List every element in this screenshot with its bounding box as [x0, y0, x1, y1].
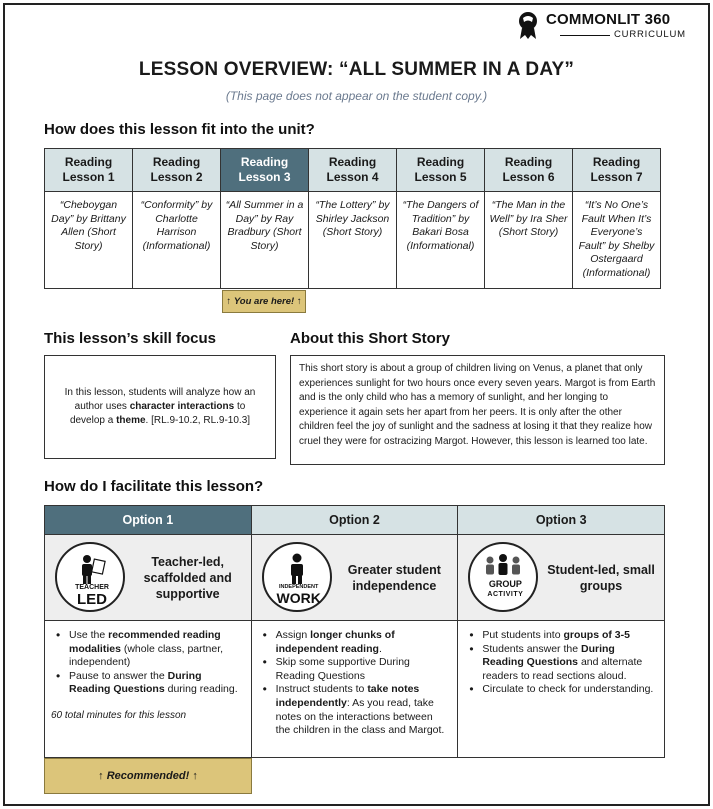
option-1-summary [45, 535, 251, 621]
arrow-up-icon: ↑ [189, 770, 198, 782]
recommended-label: Recommended! [106, 770, 190, 782]
options-table [44, 505, 665, 758]
lesson-text: “The Lottery” by Shirley Jackson (Short Story) [315, 199, 390, 238]
lesson-column [397, 149, 485, 288]
story-box [290, 355, 665, 465]
teacher-led-icon [55, 542, 125, 612]
option-2-description: Greater student independence [347, 563, 441, 593]
you-are-here-label: You are here! [233, 296, 295, 307]
lesson-label: Reading Lesson 2 [133, 149, 220, 192]
option-1-time-note: 60 total minutes for this lesson [51, 709, 187, 721]
option-2-label: Option 2 [252, 506, 458, 535]
list-item: • Students answer the During Reading Questions and alternate readers to read sections aloud. [464, 643, 656, 684]
option-3-column [458, 506, 664, 757]
lesson-column [573, 149, 660, 288]
skill-focus-box [44, 355, 276, 459]
lesson-column [133, 149, 221, 288]
group-activity-icon [468, 542, 538, 612]
list-item: • Assign longer chunks of independent reading. [258, 629, 450, 656]
lesson-text: “Conformity” by Charlotte Harrison (Informational) [140, 199, 213, 252]
badge-top-text: GROUP [488, 579, 522, 589]
lesson-label: Reading Lesson 7 [573, 149, 660, 192]
list-item: • Instruct students to take notes independently: As you read, take notes on the interactions between the children in the class and Margot. [258, 683, 450, 737]
lesson-column [309, 149, 397, 288]
lesson-label: Reading Lesson 5 [397, 149, 484, 192]
list-item: • Put students into groups of 3-5 [464, 629, 656, 643]
option-2-summary [252, 535, 458, 621]
option-2-details [252, 621, 458, 757]
story-text: This short story is about a group of children living on Venus, a planet that only experiences sunlight for two hours once every seven years. Margot is from Earth and is the only child who has a memory of sunlight, and her longing to experience it again sets her apart from her peers. It is only after the other children feel the joy of sunlight and the sadness at losing it that they realize how cruel they were for ostracizing Margot. However, this lesson is learned too late. [299, 363, 656, 447]
option-1-details [45, 621, 251, 757]
logo-divider [560, 35, 610, 36]
arrow-up-icon: ↑ [226, 296, 234, 307]
lesson-text: “It’s No One’s Fault When It’s Everyone’s Fault” by Shelby Ostergaard (Informational) [578, 199, 655, 279]
list-item: • Circulate to check for understanding. [464, 683, 656, 697]
skill-heading: This lesson’s skill focus [44, 330, 217, 347]
lesson-column [485, 149, 573, 288]
lessons-table [44, 148, 661, 289]
lesson-column-current [221, 149, 309, 288]
page-title: LESSON OVERVIEW: “ALL SUMMER IN A DAY” [138, 59, 575, 80]
recommended-badge [44, 758, 252, 794]
lesson-label: Reading Lesson 1 [45, 149, 132, 192]
unit-heading: How does this lesson fit into the unit? [44, 121, 315, 138]
commonlit-logo [516, 10, 686, 42]
lesson-text: “The Man in the Well” by Ira Sher (Short Story) [489, 199, 568, 238]
page-subtitle: (This page does not appear on the student copy.) [225, 89, 488, 103]
option-3-description: Student-led, small groups [547, 563, 655, 593]
badge-bottom-text: ACTIVITY [487, 591, 524, 598]
skill-text: In this lesson, students will analyze how an author uses character interactions to develop a theme. [RL.9-10.2, RL.9-10.3] [64, 387, 256, 426]
story-heading: About this Short Story [290, 330, 450, 347]
badge-top-text: TEACHER [75, 584, 109, 591]
lesson-label: Reading Lesson 4 [309, 149, 396, 192]
lesson-label: Reading Lesson 6 [485, 149, 572, 192]
badge-top-text: INDEPENDENT [278, 584, 319, 590]
option-1-description: Teacher-led, scaffolded and supportive [143, 555, 232, 601]
option-3-details [458, 621, 664, 757]
lesson-text: “All Summer in a Day” by Ray Bradbury (Short Story) [225, 199, 304, 252]
lesson-column [45, 149, 133, 288]
lesson-text: “The Dangers of Tradition” by Bakari Bosa (Informational) [402, 199, 479, 252]
facilitate-heading: How do I facilitate this lesson? [44, 478, 264, 495]
list-item: • Use the recommended reading modalities (whole class, partner, independent) [51, 629, 243, 670]
badge-bottom-text: LED [77, 591, 107, 608]
option-3-summary [458, 535, 664, 621]
list-item: • Pause to answer the During Reading Questions during reading. [51, 670, 243, 697]
arrow-up-icon: ↑ [98, 770, 107, 782]
list-item: • Skip some supportive During Reading Questions [258, 656, 450, 683]
arrow-up-icon: ↑ [294, 296, 302, 307]
option-1-label: Option 1 [45, 506, 251, 535]
badge-bottom-text: WORK [276, 590, 321, 606]
commonlit-logo-icon [516, 10, 542, 40]
lesson-label: Reading Lesson 3 [221, 149, 308, 192]
option-2-column [252, 506, 459, 757]
logo-sub: CURRICULUM [614, 29, 686, 40]
logo-brand: COMMONLIT 360 [546, 11, 671, 28]
option-1-column [45, 506, 252, 757]
option-3-label: Option 3 [458, 506, 664, 535]
lesson-text: “Cheboygan Day” by Brittany Allen (Short Story) [51, 199, 126, 252]
you-are-here-badge [222, 290, 306, 313]
independent-work-icon [262, 542, 332, 612]
